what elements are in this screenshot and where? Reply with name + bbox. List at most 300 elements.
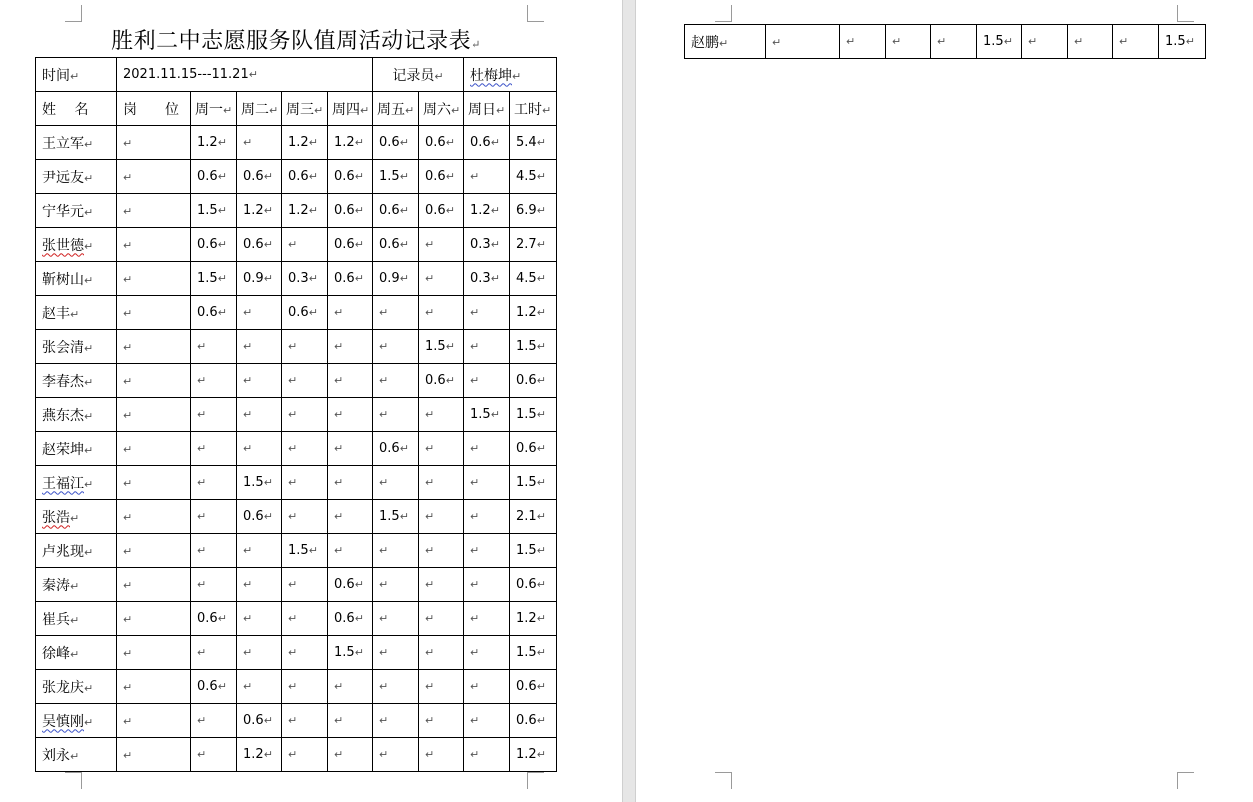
cell-mon[interactable] (191, 500, 237, 534)
cell-sun[interactable] (1113, 25, 1159, 59)
cell-fri[interactable] (373, 432, 419, 466)
paragraph-mark: ↵ (1074, 35, 1084, 48)
paragraph-mark: ↵ (399, 238, 409, 251)
paragraph-mark: ↵ (354, 578, 364, 591)
cell-sat[interactable] (419, 636, 464, 670)
cell-tue[interactable] (237, 636, 282, 670)
cell-mon[interactable] (191, 296, 237, 330)
cell-mon[interactable] (191, 704, 237, 738)
cell-wed[interactable] (931, 25, 977, 59)
cell-sun[interactable] (464, 330, 510, 364)
cell-sun[interactable] (464, 568, 510, 602)
cell-thu[interactable] (328, 160, 373, 194)
cell-tue[interactable] (237, 738, 282, 772)
time-label-cell[interactable] (36, 58, 117, 92)
cell-wed[interactable] (282, 364, 328, 398)
paragraph-mark: ↵ (123, 238, 133, 252)
cell-name[interactable] (685, 25, 766, 59)
paragraph-mark: ↵ (445, 374, 455, 387)
table-row (36, 262, 557, 296)
member-name: 张龙庆 (42, 679, 84, 696)
cell-hours[interactable] (510, 568, 557, 602)
paragraph-mark: ↵ (243, 442, 253, 455)
hours-value: 5.4 (516, 135, 537, 150)
paragraph-mark: ↵ (70, 307, 80, 321)
cell-tue[interactable] (237, 296, 282, 330)
paragraph-mark: ↵ (399, 170, 409, 183)
cell-hours[interactable] (510, 194, 557, 228)
paragraph-mark: ↵ (288, 612, 298, 625)
cell-tue[interactable] (237, 126, 282, 160)
paragraph-mark: ↵ (490, 272, 500, 285)
paragraph-mark: ↵ (308, 306, 318, 319)
hours-value: 0.6 (197, 611, 218, 626)
cell-fri[interactable] (373, 262, 419, 296)
cell-wed[interactable] (282, 194, 328, 228)
cell-post[interactable] (117, 126, 191, 160)
paragraph-mark: ↵ (334, 544, 344, 557)
cell-mon[interactable] (191, 126, 237, 160)
cell-hours[interactable] (510, 364, 557, 398)
paragraph-mark: ↵ (70, 579, 80, 593)
cell-sun[interactable] (464, 738, 510, 772)
cell-wed[interactable] (282, 500, 328, 534)
cell-mon[interactable] (191, 534, 237, 568)
hours-value: 1.2 (288, 203, 309, 218)
cell-tue[interactable] (237, 534, 282, 568)
hours-value: 0.9 (243, 271, 264, 286)
paragraph-mark: ↵ (288, 680, 298, 693)
cell-mon[interactable] (191, 364, 237, 398)
cell-thu[interactable] (328, 432, 373, 466)
cell-post[interactable] (117, 432, 191, 466)
cell-tue[interactable] (237, 432, 282, 466)
cell-name[interactable] (36, 466, 117, 500)
cell-mon[interactable] (191, 432, 237, 466)
cell-fri[interactable] (373, 738, 419, 772)
cell-fri[interactable] (373, 568, 419, 602)
cell-sun[interactable] (464, 262, 510, 296)
paragraph-mark: ↵ (243, 578, 253, 591)
column-header-hours[interactable] (510, 92, 557, 126)
column-header-name[interactable] (36, 92, 117, 126)
cell-fri[interactable] (373, 534, 419, 568)
table-row (685, 25, 1206, 59)
cell-hours[interactable] (510, 738, 557, 772)
hours-value: 1.5 (516, 645, 537, 660)
paragraph-mark: ↵ (379, 306, 389, 319)
paragraph-mark: ↵ (451, 103, 461, 117)
cell-thu[interactable] (328, 602, 373, 636)
cell-wed[interactable] (282, 670, 328, 704)
cell-thu[interactable] (328, 738, 373, 772)
hours-value: 1.2 (470, 203, 491, 218)
cell-sun[interactable] (464, 670, 510, 704)
cell-fri[interactable] (373, 466, 419, 500)
hours-value: 1.5 (288, 543, 309, 558)
cell-thu[interactable] (328, 262, 373, 296)
cell-thu[interactable] (328, 670, 373, 704)
recorder-label: 记录员 (392, 67, 435, 84)
hours-value: 0.9 (379, 271, 400, 286)
cell-thu[interactable] (328, 126, 373, 160)
cell-wed[interactable] (282, 398, 328, 432)
paragraph-mark: ↵ (399, 272, 409, 285)
hours-value: 0.6 (243, 169, 264, 184)
cell-fri[interactable] (373, 126, 419, 160)
cell-wed[interactable] (282, 228, 328, 262)
cell-hours[interactable] (510, 330, 557, 364)
column-header-post[interactable] (117, 92, 191, 126)
paragraph-mark: ↵ (197, 340, 207, 353)
cell-name[interactable] (36, 432, 117, 466)
cell-tue[interactable] (237, 500, 282, 534)
cell-tue[interactable] (237, 568, 282, 602)
cell-thu[interactable] (328, 636, 373, 670)
cell-wed[interactable] (282, 738, 328, 772)
paragraph-mark: ↵ (243, 374, 253, 387)
table-column-header-row (36, 92, 557, 126)
cell-tue[interactable] (237, 602, 282, 636)
cell-sat[interactable] (419, 568, 464, 602)
table-row (36, 228, 557, 262)
cell-thu[interactable] (328, 296, 373, 330)
cell-wed[interactable] (282, 296, 328, 330)
recorder-name-cell[interactable] (464, 58, 557, 92)
paragraph-mark: ↵ (197, 714, 207, 727)
cell-post[interactable] (117, 704, 191, 738)
cell-post[interactable] (117, 568, 191, 602)
cell-mon[interactable] (191, 194, 237, 228)
cell-name[interactable] (36, 534, 117, 568)
cell-sun[interactable] (464, 636, 510, 670)
cell-mon[interactable] (191, 330, 237, 364)
paragraph-mark: ↵ (470, 510, 480, 523)
paragraph-mark: ↵ (197, 510, 207, 523)
paragraph-mark: ↵ (536, 646, 546, 659)
cell-tue[interactable] (237, 398, 282, 432)
cell-hours[interactable] (510, 160, 557, 194)
cell-sun[interactable] (464, 602, 510, 636)
cell-sun[interactable] (464, 228, 510, 262)
cell-mon[interactable] (191, 602, 237, 636)
paragraph-mark: ↵ (470, 680, 480, 693)
column-header-thu[interactable] (328, 92, 373, 126)
hours-value: 0.6 (243, 237, 264, 252)
cell-mon[interactable] (191, 228, 237, 262)
cell-hours[interactable] (510, 126, 557, 160)
recorder-label-cell[interactable] (373, 58, 464, 92)
cell-thu[interactable] (328, 228, 373, 262)
paragraph-mark: ↵ (536, 408, 546, 421)
time-label: 时间 (42, 67, 70, 84)
cell-sat[interactable] (419, 432, 464, 466)
cell-post[interactable] (117, 670, 191, 704)
cell-post[interactable] (117, 636, 191, 670)
cell-sun[interactable] (464, 364, 510, 398)
crop-mark-bottom-left (715, 772, 732, 789)
cell-fri[interactable] (373, 330, 419, 364)
paragraph-mark: ↵ (123, 748, 133, 762)
paragraph-mark: ↵ (536, 374, 546, 387)
column-header-sun[interactable] (464, 92, 510, 126)
hours-value: 0.6 (334, 271, 355, 286)
cell-mon[interactable] (191, 670, 237, 704)
cell-sat[interactable] (419, 330, 464, 364)
cell-tue[interactable] (237, 364, 282, 398)
cell-name[interactable] (36, 160, 117, 194)
cell-hours[interactable] (510, 432, 557, 466)
document-title[interactable] (36, 24, 556, 55)
cell-mon[interactable] (191, 398, 237, 432)
cell-name[interactable] (36, 500, 117, 534)
cell-post[interactable] (117, 602, 191, 636)
cell-sat[interactable] (419, 398, 464, 432)
cell-name[interactable] (36, 228, 117, 262)
cell-hours[interactable] (510, 636, 557, 670)
paragraph-mark: ↵ (536, 136, 546, 149)
cell-sat[interactable] (419, 704, 464, 738)
cell-name[interactable] (36, 738, 117, 772)
cell-wed[interactable] (282, 126, 328, 160)
cell-sat[interactable] (419, 228, 464, 262)
cell-hours[interactable] (510, 602, 557, 636)
cell-hours[interactable] (510, 534, 557, 568)
hours-value: 1.5 (983, 34, 1004, 49)
cell-mon[interactable] (191, 262, 237, 296)
paragraph-mark: ↵ (263, 238, 273, 251)
paragraph-mark: ↵ (425, 272, 435, 285)
cell-sun[interactable] (464, 126, 510, 160)
cell-sat[interactable] (419, 602, 464, 636)
cell-sat[interactable] (419, 534, 464, 568)
cell-sun[interactable] (464, 500, 510, 534)
cell-sun[interactable] (464, 704, 510, 738)
cell-thu[interactable] (328, 194, 373, 228)
cell-sat[interactable] (419, 670, 464, 704)
paragraph-mark: ↵ (379, 544, 389, 557)
cell-name[interactable] (36, 636, 117, 670)
cell-thu[interactable] (328, 534, 373, 568)
cell-fri[interactable] (373, 500, 419, 534)
cell-post[interactable] (117, 500, 191, 534)
cell-fri[interactable] (373, 398, 419, 432)
cell-fri[interactable] (373, 602, 419, 636)
cell-hours[interactable] (510, 500, 557, 534)
cell-name[interactable] (36, 194, 117, 228)
cell-fri[interactable] (373, 636, 419, 670)
hours-value: 1.5 (379, 509, 400, 524)
cell-hours[interactable] (510, 398, 557, 432)
table-row (36, 738, 557, 772)
cell-name[interactable] (36, 364, 117, 398)
cell-tue[interactable] (237, 194, 282, 228)
cell-sat[interactable] (419, 262, 464, 296)
cell-post[interactable] (117, 738, 191, 772)
paragraph-mark: ↵ (123, 272, 133, 286)
cell-wed[interactable] (282, 466, 328, 500)
cell-sun[interactable] (464, 534, 510, 568)
member-name: 李春杰 (42, 373, 84, 390)
cell-mon[interactable] (191, 160, 237, 194)
cell-post[interactable] (117, 398, 191, 432)
paragraph-mark: ↵ (84, 273, 94, 287)
cell-hours[interactable] (510, 670, 557, 704)
cell-hours[interactable] (510, 296, 557, 330)
cell-fri[interactable] (373, 194, 419, 228)
cell-wed[interactable] (282, 160, 328, 194)
cell-thu[interactable] (328, 398, 373, 432)
cell-tue[interactable] (237, 704, 282, 738)
cell-name[interactable] (36, 704, 117, 738)
cell-sat[interactable] (419, 126, 464, 160)
cell-fri[interactable] (373, 670, 419, 704)
cell-hours[interactable] (510, 262, 557, 296)
cell-sat[interactable] (419, 296, 464, 330)
column-header-sat[interactable] (419, 92, 464, 126)
cell-sat[interactable] (419, 500, 464, 534)
member-name: 张会清 (42, 339, 84, 356)
paragraph-mark: ↵ (470, 578, 480, 591)
cell-thu[interactable] (328, 466, 373, 500)
column-header-mon[interactable] (191, 92, 237, 126)
cell-sun[interactable] (464, 160, 510, 194)
cell-sun[interactable] (464, 398, 510, 432)
cell-name[interactable] (36, 126, 117, 160)
cell-sat[interactable] (419, 364, 464, 398)
paragraph-mark: ↵ (334, 680, 344, 693)
cell-wed[interactable] (282, 568, 328, 602)
cell-hours[interactable] (510, 228, 557, 262)
paragraph-mark: ↵ (399, 510, 409, 523)
cell-fri[interactable] (373, 704, 419, 738)
cell-tue[interactable] (237, 160, 282, 194)
cell-sat[interactable] (419, 466, 464, 500)
member-name: 赵丰 (42, 305, 70, 322)
cell-tue[interactable] (237, 228, 282, 262)
paragraph-mark: ↵ (425, 646, 435, 659)
cell-sat[interactable] (419, 738, 464, 772)
cell-name[interactable] (36, 330, 117, 364)
cell-name[interactable] (36, 262, 117, 296)
cell-wed[interactable] (282, 330, 328, 364)
paragraph-mark: ↵ (308, 204, 318, 217)
paragraph-mark: ↵ (425, 748, 435, 761)
cell-thu[interactable] (328, 704, 373, 738)
cell-thu[interactable] (328, 330, 373, 364)
cell-hours[interactable] (510, 704, 557, 738)
cell-wed[interactable] (282, 432, 328, 466)
member-name: 靳树山 (42, 271, 84, 288)
cell-hours[interactable] (1159, 25, 1206, 59)
cell-sun[interactable] (464, 466, 510, 500)
cell-wed[interactable] (282, 602, 328, 636)
cell-name[interactable] (36, 670, 117, 704)
cell-post[interactable] (117, 228, 191, 262)
hours-value: 0.6 (197, 679, 218, 694)
paragraph-mark: ↵ (379, 374, 389, 387)
cell-post[interactable] (766, 25, 840, 59)
cell-post[interactable] (117, 296, 191, 330)
hours-value: 0.6 (288, 305, 309, 320)
cell-post[interactable] (117, 262, 191, 296)
cell-thu[interactable] (977, 25, 1022, 59)
paragraph-mark: ↵ (470, 442, 480, 455)
cell-name[interactable] (36, 568, 117, 602)
cell-fri[interactable] (373, 228, 419, 262)
cell-mon[interactable] (191, 568, 237, 602)
cell-name[interactable] (36, 602, 117, 636)
cell-sat[interactable] (1068, 25, 1113, 59)
hours-value: 0.6 (334, 237, 355, 252)
cell-post[interactable] (117, 160, 191, 194)
cell-mon[interactable] (840, 25, 886, 59)
cell-fri[interactable] (373, 296, 419, 330)
paragraph-mark: ↵ (399, 204, 409, 217)
paragraph-mark: ↵ (470, 374, 480, 387)
cell-mon[interactable] (191, 636, 237, 670)
cell-mon[interactable] (191, 738, 237, 772)
column-header-fri[interactable] (373, 92, 419, 126)
cell-post[interactable] (117, 364, 191, 398)
hours-value: 0.6 (379, 203, 400, 218)
member-name: 赵荣坤 (42, 441, 84, 458)
cell-wed[interactable] (282, 262, 328, 296)
cell-thu[interactable] (328, 568, 373, 602)
cell-sun[interactable] (464, 296, 510, 330)
cell-wed[interactable] (282, 534, 328, 568)
cell-hours[interactable] (510, 466, 557, 500)
cell-tue[interactable] (886, 25, 931, 59)
column-header-wed[interactable] (282, 92, 328, 126)
cell-thu[interactable] (328, 364, 373, 398)
cell-wed[interactable] (282, 636, 328, 670)
cell-tue[interactable] (237, 262, 282, 296)
column-header-tue[interactable] (237, 92, 282, 126)
paragraph-mark: ↵ (490, 204, 500, 217)
cell-tue[interactable] (237, 466, 282, 500)
paragraph-mark: ↵ (490, 238, 500, 251)
paragraph-mark: ↵ (536, 714, 546, 727)
cell-post[interactable] (117, 466, 191, 500)
cell-mon[interactable] (191, 466, 237, 500)
cell-thu[interactable] (328, 500, 373, 534)
cell-fri[interactable] (373, 160, 419, 194)
cell-tue[interactable] (237, 670, 282, 704)
cell-post[interactable] (117, 534, 191, 568)
cell-fri[interactable] (373, 364, 419, 398)
cell-name[interactable] (36, 398, 117, 432)
cell-fri[interactable] (1022, 25, 1068, 59)
column-header-label: 周一 (195, 101, 223, 118)
cell-sun[interactable] (464, 194, 510, 228)
hours-value: 0.6 (516, 441, 537, 456)
paragraph-mark: ↵ (217, 204, 227, 217)
member-name: 赵鹏 (691, 34, 719, 51)
cell-sun[interactable] (464, 432, 510, 466)
cell-tue[interactable] (237, 330, 282, 364)
paragraph-mark: ↵ (308, 136, 318, 149)
cell-post[interactable] (117, 194, 191, 228)
hours-value: 0.6 (470, 135, 491, 150)
cell-name[interactable] (36, 296, 117, 330)
cell-sat[interactable] (419, 194, 464, 228)
cell-wed[interactable] (282, 704, 328, 738)
cell-post[interactable] (117, 330, 191, 364)
cell-sat[interactable] (419, 160, 464, 194)
paragraph-mark: ↵ (243, 544, 253, 557)
date-range-cell[interactable] (117, 58, 373, 92)
